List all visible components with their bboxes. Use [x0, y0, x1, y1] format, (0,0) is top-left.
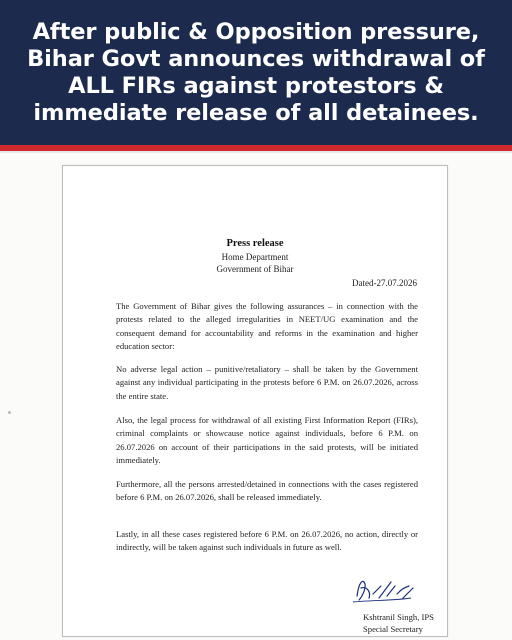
- signatory-name: Kshtranil Singh, IPS: [363, 612, 434, 622]
- headline-banner: [0, 0, 512, 145]
- press-release-page: [62, 165, 448, 637]
- handwritten-signature: [351, 574, 417, 604]
- release-date: Dated-27.07.2026: [352, 278, 417, 288]
- paragraph-assurances: The Government of Bihar gives the following assurances – in connection with the protests related to the alleged irregularities in NEET/UG examination and the consequent demand for accountability and reforms in the examination and higher education sector:: [116, 301, 418, 352]
- scan-speck: [8, 411, 11, 414]
- press-release-title: Press release: [226, 238, 284, 249]
- paragraph-fir-withdrawal: Also, the legal process for withdrawal of all existing First Information Report (FIRs), criminal complaints or showcause notice against individuals, before 6 P.M. on 26.07.2026 on account of their participations in the said protests, will be initiated immediately.: [116, 415, 418, 466]
- headline-text: After public & Opposition pressure, Bihar Govt announces withdrawal of ALL FIRs against protestors & immediate release of all detainees.: [27, 18, 485, 126]
- signatory-title: Special Secretary: [363, 624, 423, 634]
- document-area: [0, 153, 512, 640]
- paragraph-release-detainees: Furthermore, all the persons arrested/detained in connections with the cases registered before 6 P.M. on 26.07.2026, shall be released immediately.: [116, 479, 418, 503]
- government-name: Government of Bihar: [216, 264, 294, 274]
- paragraph-no-adverse-action: No adverse legal action – punitive/retaliatory – shall be taken by the Government against any individual participating in the protests before 6 P.M. on 26.07.2026, across the entire state.: [116, 364, 418, 401]
- paragraph-no-future-action: Lastly, in all these cases registered before 6 P.M. on 26.07.2026, no action, directly or indirectly, will be taken against such individuals in future as well.: [116, 529, 418, 553]
- department-name: Home Department: [221, 252, 289, 262]
